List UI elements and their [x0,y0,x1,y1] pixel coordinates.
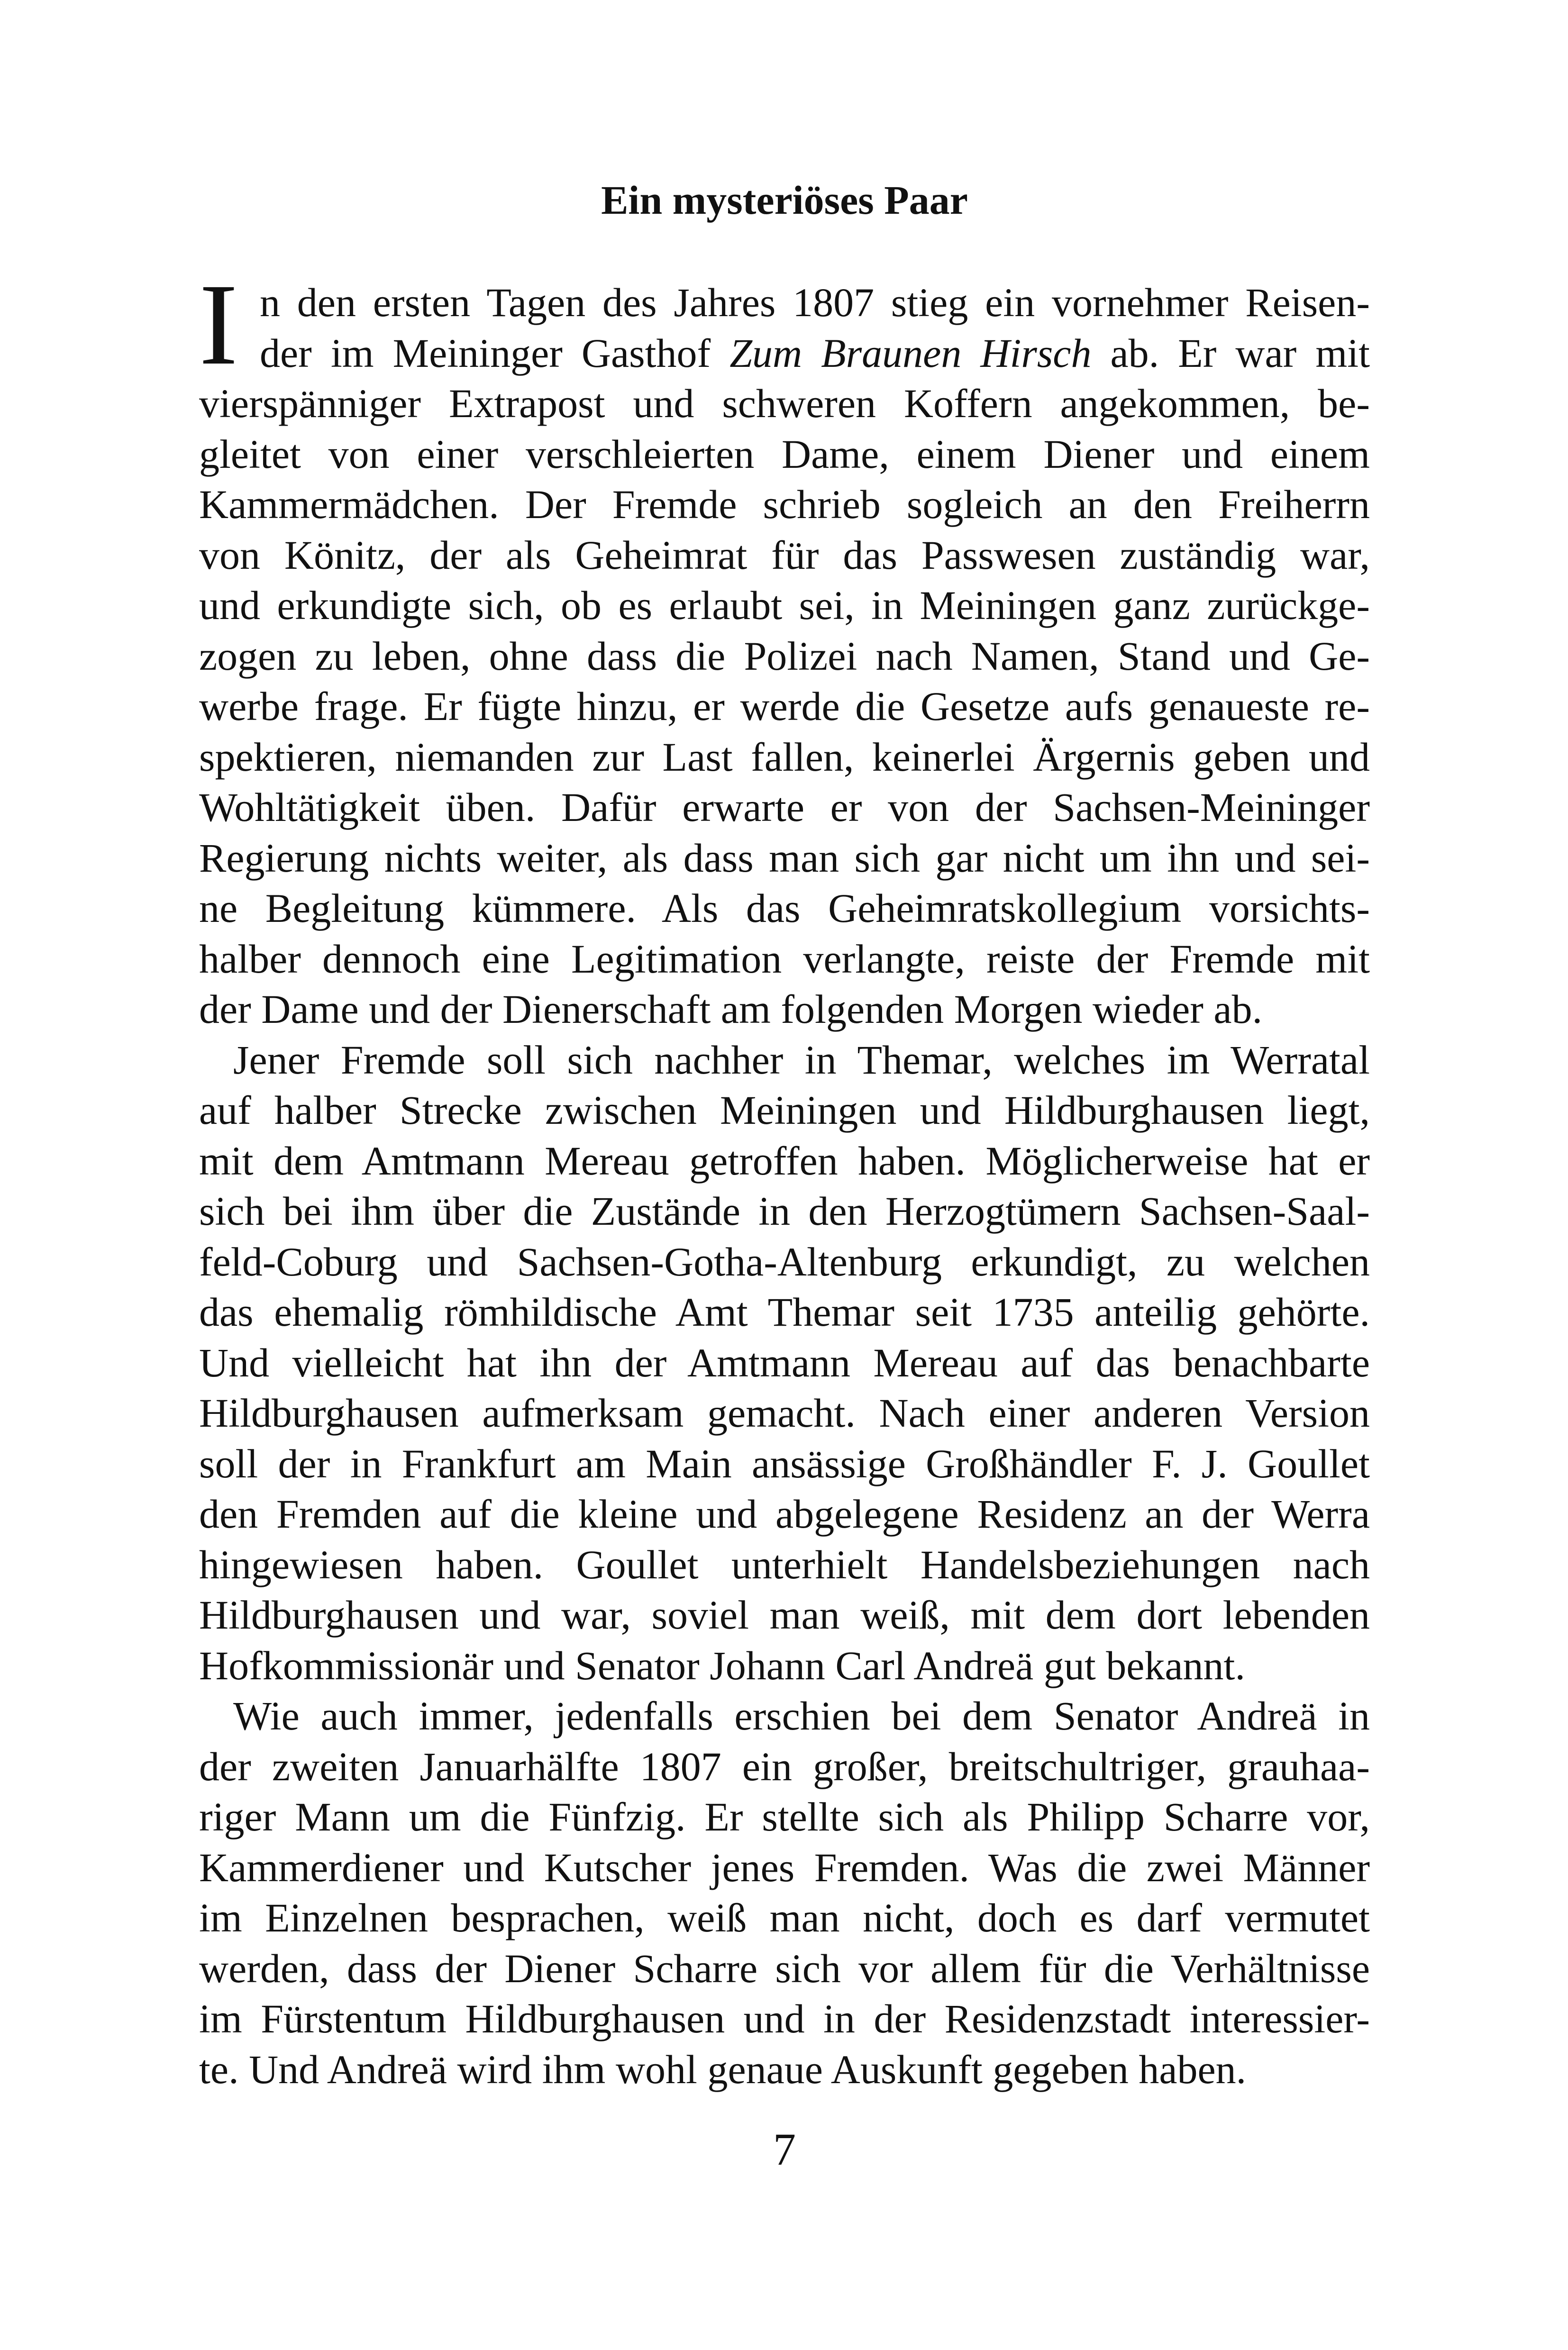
text-line: und erkundigte sich, ob es erlaubt sei, in Meiningen ganz zurückge- [199,583,1370,628]
text-line: hingewiesen haben. Goullet unterhielt Handelsbeziehungen nach [199,1541,1370,1587]
text-line: spektieren, niemanden zur Last fallen, keinerlei Ärgernis geben und [199,734,1370,780]
text-line: te. Und Andreä wird ihm wohl genaue Auskunft gegeben haben. [199,2046,1247,2092]
book-page [199,0,1370,2350]
text-line: werbe frage. Er fügte hinzu, er werde die Gesetze aufs genaueste re- [199,683,1370,729]
text-line: werden, dass der Diener Scharre sich vor allem für die Verhältnisse [199,1945,1370,1991]
text-line: Wie auch immer, jedenfalls erschien bei dem Senator Andreä in [233,1693,1370,1739]
text-line: Regierung nichts weiter, als dass man sich gar nicht um ihn und sei- [199,835,1370,881]
text-line: Wohltätigkeit üben. Dafür erwarte er von der Sachsen-Meininger [199,784,1370,830]
text-line: soll der in Frankfurt am Main ansässige Großhändler F. J. Goullet [199,1440,1370,1486]
paragraph [199,1691,1370,2095]
text-line: zogen zu leben, ohne dass die Polizei nach Namen, Stand und Ge- [199,633,1370,679]
text-line: Hildburghausen und war, soviel man weiß, mit dem dort lebenden [199,1592,1370,1638]
text-line: Kammerdiener und Kutscher jenes Fremden. Was die zwei Männer [199,1844,1370,1890]
text-line: vierspänniger Extrapost und schweren Koffern angekommen, be- [199,381,1370,426]
text-line: n den ersten Tagen des Jahres 1807 stieg ein vornehmer Reisen- [260,280,1370,325]
text-line: halber dennoch eine Legitimation verlangte, reiste der Fremde mit [199,936,1370,982]
text-line: sich bei ihm über die Zustände in den Herzogtümern Sachsen-Saal- [199,1188,1370,1234]
page-number: 7 [773,2124,796,2175]
inn-name: Zum Braunen Hirsch [729,330,1092,376]
text-line: mit dem Amtmann Mereau getroffen haben. Möglicherweise hat er [199,1138,1370,1184]
text-line: Hildburghausen aufmerksam gemacht. Nach einer anderen Version [199,1390,1370,1436]
text-line: auf halber Strecke zwischen Meiningen und Hildburghausen liegt, [199,1087,1370,1133]
text-line: den Fremden auf die kleine und abgelegene Residenz an der Werra [199,1491,1370,1537]
text-line: im Fürstentum Hildburghausen und in der Residenzstadt interessier- [199,1996,1370,2041]
text-line: der zweiten Januarhälfte 1807 ein großer, breitschultriger, grauhaa- [199,1743,1370,1789]
text-line: riger Mann um die Fünfzig. Er stellte sich als Philipp Scharre vor, [199,1794,1370,1840]
drop-cap: I [199,260,238,389]
text-line: Jener Fremde soll sich nachher in Themar, welches im Werratal [233,1037,1370,1083]
text-line: das ehemalig römhildische Amt Themar seit 1735 anteilig gehörte. [199,1289,1370,1335]
paragraph [199,260,1370,1035]
text-line: Hofkommissionär und Senator Johann Carl Andreä gut bekannt. [199,1642,1245,1688]
text-line: gleitet von einer verschleierten Dame, einem Diener und einem [199,431,1370,477]
paragraph [199,1035,1370,1691]
text-line: ne Begleitung kümmere. Als das Geheimratskollegium vorsichts- [199,885,1370,931]
text-line: Kammermädchen. Der Fremde schrieb sogleich an den Freiherrn [199,482,1370,527]
text-line: Und vielleicht hat ihn der Amtmann Mereau auf das benachbarte [199,1339,1370,1385]
text-line: feld-Coburg und Sachsen-Gotha-Altenburg erkundigt, zu welchen [199,1239,1370,1284]
body-text [199,260,1370,2095]
text-line: von Könitz, der als Geheimrat für das Passwesen zuständig war, [199,532,1370,578]
text-line: im Einzelnen besprachen, weiß man nicht, doch es darf vermutet [199,1895,1370,1940]
text-line: der Dame und der Dienerschaft am folgenden Morgen wieder ab. [199,986,1263,1032]
text-line: der im Meininger Gasthof Zum Braunen Hirsch ab. Er war mit [260,330,1370,376]
chapter-title: Ein mysteriöses Paar [601,177,968,223]
